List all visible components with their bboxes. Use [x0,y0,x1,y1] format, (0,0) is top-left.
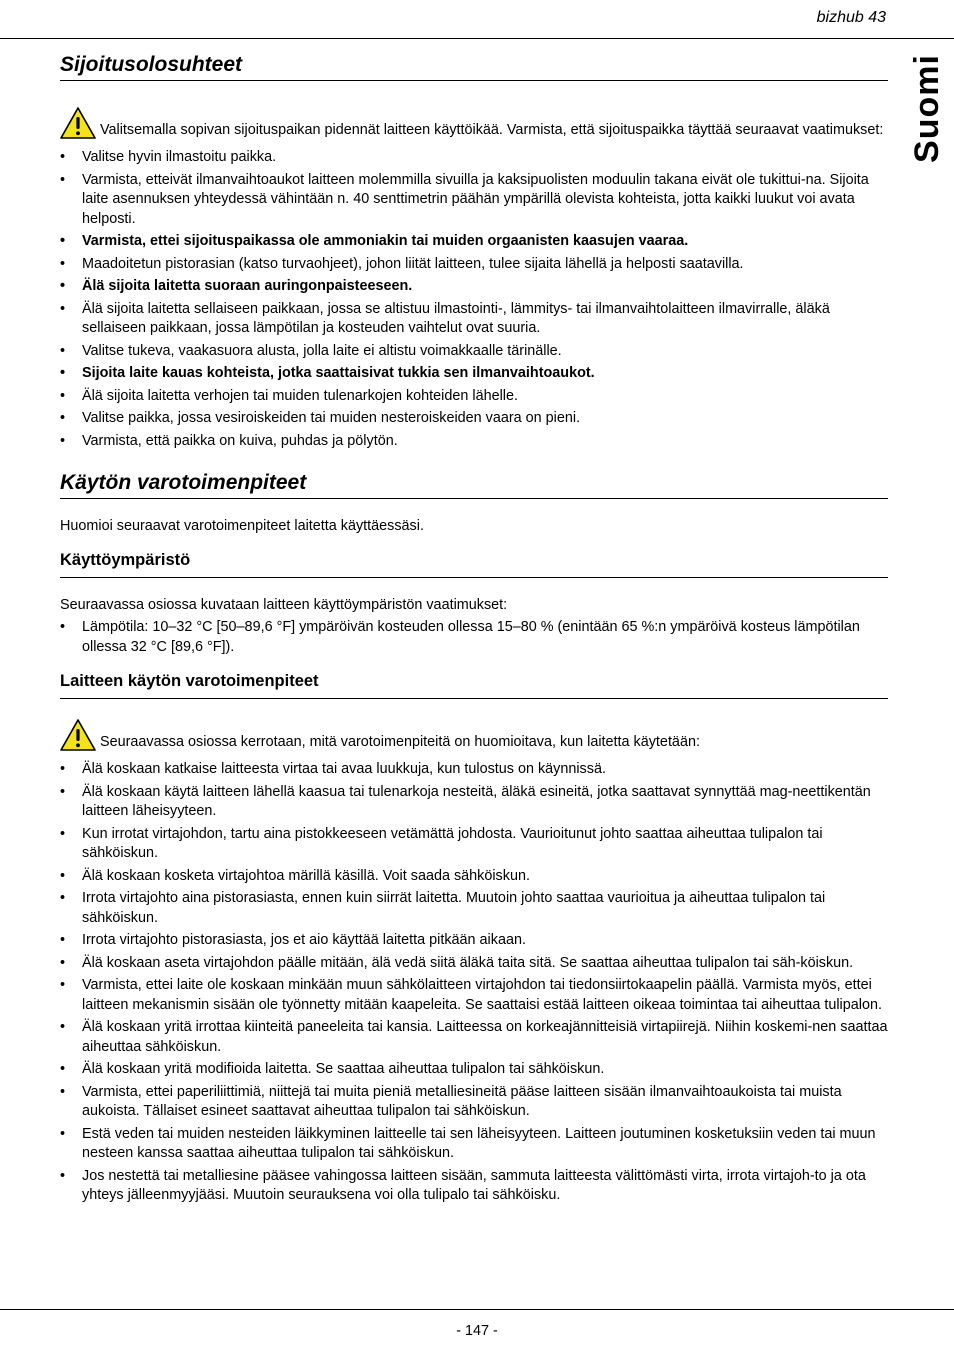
list-item: • Jos nestettä tai metalliesine pääsee vahingossa laitteen sisään, sammuta laitteesta välittömästi virta, irrota virtajoh-to ja ota yhteys jälleenmyyjääsi. Muutoin seurauksena voi olla tulipalo tai sähköisku. [60,1167,888,1206]
warning-triangle-icon [60,107,96,146]
list-item: • Valitse paikka, jossa vesiroiskeiden tai muiden nesteroiskeiden vaara on pieni. [60,409,888,429]
language-tab [907,53,946,163]
list-item: • Älä koskaan aseta virtajohdon päälle mitään, älä vedä siitä äläkä taita sitä. Se saattaa aiheuttaa tulipalon tai säh-köiskun. [60,954,888,974]
device-warning-text: Seuraavassa osiossa kerrotaan, mitä varotoimenpiteitä on huomioitava, kun laitetta käytetään: [100,733,700,750]
list-item: • Älä koskaan yritä modifioida laitetta. Se saattaa aiheuttaa tulipalon tai sähköiskun. [60,1060,888,1080]
list-item: • Maadoitetun pistorasian (katso turvaohjeet), johon liität laitteen, tulee sijaita lähellä ja helposti saatavilla. [60,255,888,275]
list-item: • Valitse tukeva, vaakasuora alusta, jolla laite ei altistu voimakkaalle tärinälle. [60,342,888,362]
list-item: • Älä sijoita laitetta suoraan auringonpaisteeseen. [60,277,888,297]
header-product: bizhub 43 [816,9,886,26]
device-precautions-list [60,760,888,1206]
list-item: • Varmista, ettei laite ole koskaan minkään muun sähkölaitteen virtajohdon tai tiedonsiirtokaapelin päällä. Varmista myös, ettei laitteen mekanismin sisään ole työnnetty mitään kaapeleita. Se saattaisi estää laitteen oikeaa toimintaa tai aiheuttaa tulipalon. [60,976,888,1015]
header-rule [0,38,954,39]
environment-intro: Seuraavassa osiossa kuvataan laitteen käyttöympäristön vaatimukset: [60,596,508,613]
page-number: - 147 - [456,1323,498,1339]
list-item: • Varmista, ettei sijoituspaikassa ole ammoniakin tai muiden orgaanisten kaasujen vaaraa. [60,232,888,252]
list-item: • Varmista, etteivät ilmanvaihtoaukot laitteen molemmilla sivuilla ja kaksipuolisten moduulin takana eivät ole tukittui-na. Sijoita laite asennuksen yhteydessä vähintään n. 40 senttimetrin päähän ympärillä olevista kohteista, jotta kaikki luukut voi avata helposti. [60,171,888,230]
subsection-title-environment: Käyttöympäristö [60,551,888,578]
list-item: • Älä sijoita laitetta verhojen tai muiden tulenarkojen kohteiden lähelle. [60,387,888,407]
list-item: • Lämpötila: 10–32 °C [50–89,6 °F] ympäröivän kosteuden ollessa 15–80 % (enintään 65 %:n ympäröivä kosteus lämpötilan ollessa 32 °C [89,6 °F]). [60,618,888,657]
placement-warning-text: Valitsemalla sopivan sijoituspaikan pidennät laitteen käyttöikää. Varmista, että sijoituspaikka täyttää seuraavat vaatimukset: [100,121,884,138]
list-item: • Estä veden tai muiden nesteiden läikkyminen laitteelle tai sen läheisyyteen. Laitteen joutuminen kosketuksiin veden tai muun nesteen kanssa saattaa aiheuttaa tulipalon tai sähköiskun. [60,1125,888,1164]
precautions-intro: Huomioi seuraavat varotoimenpiteet laitetta käyttäessäsi. [60,517,424,534]
list-item: • Älä koskaan kosketa virtajohtoa märillä käsillä. Voit saada sähköiskun. [60,867,888,887]
page-content [60,55,888,1206]
subsection-title-device-precautions: Laitteen käytön varotoimenpiteet [60,672,888,699]
list-item: • Älä sijoita laitetta sellaiseen paikkaan, jossa se altistuu ilmastointi-, lämmitys- tai ilmanvaihtolaitteen ilmavirralle, äläkä sellaiseen paikkaan, jossa lämpötilan ja kosteuden vaihtelut ovat suuria. [60,300,888,339]
list-item: • Varmista, että paikka on kuiva, puhdas ja pölytön. [60,432,888,452]
section-title-placement: Sijoitusolosuhteet [60,55,888,81]
list-item: • Varmista, ettei paperiliittimiä, niittejä tai muita pieniä metalliesineitä pääse laitteen sisään ilmanvaihtoaukoista tai muista aukoista. Tällaiset esineet saattavat aiheuttaa tulipalon tai sähköiskun. [60,1083,888,1122]
device-warning [60,719,888,758]
environment-list [60,618,888,657]
list-item: • Sijoita laite kauas kohteista, jotka saattaisivat tukkia sen ilmanvaihtoaukot. [60,364,888,384]
list-item: • Irrota virtajohto aina pistorasiasta, ennen kuin siirrät laitetta. Muutoin johto saattaa vaurioitua ja aiheuttaa tulipalon tai sähköiskun. [60,889,888,928]
footer-rule [0,1309,954,1310]
list-item: • Valitse hyvin ilmastoitu paikka. [60,148,888,168]
placement-list [60,148,888,451]
list-item: • Kun irrotat virtajohdon, tartu aina pistokkeeseen vetämättä johdosta. Vaurioitunut johto saattaa aiheuttaa tulipalon tai sähköiskun. [60,825,888,864]
placement-warning [60,107,888,146]
list-item: • Älä koskaan katkaise laitteesta virtaa tai avaa luukkuja, kun tulostus on käynnissä. [60,760,888,780]
language-tab-label: Suomi [907,53,946,163]
warning-triangle-icon [60,719,96,758]
list-item: • Irrota virtajohto pistorasiasta, jos et aio käyttää laitetta pitkään aikaan. [60,931,888,951]
list-item: • Älä koskaan käytä laitteen lähellä kaasua tai tulenarkoja nesteitä, äläkä esineitä, jotka saattavat synnyttää mag-neettikentän laitteen läheisyyteen. [60,783,888,822]
list-item: • Älä koskaan yritä irrottaa kiinteitä paneeleita tai kansia. Laitteessa on korkeajännitteisiä virtapiirejä. Niihin koskemi-nen saattaa aiheuttaa sähköiskun. [60,1018,888,1057]
section-title-precautions: Käytön varotoimenpiteet [60,473,888,499]
